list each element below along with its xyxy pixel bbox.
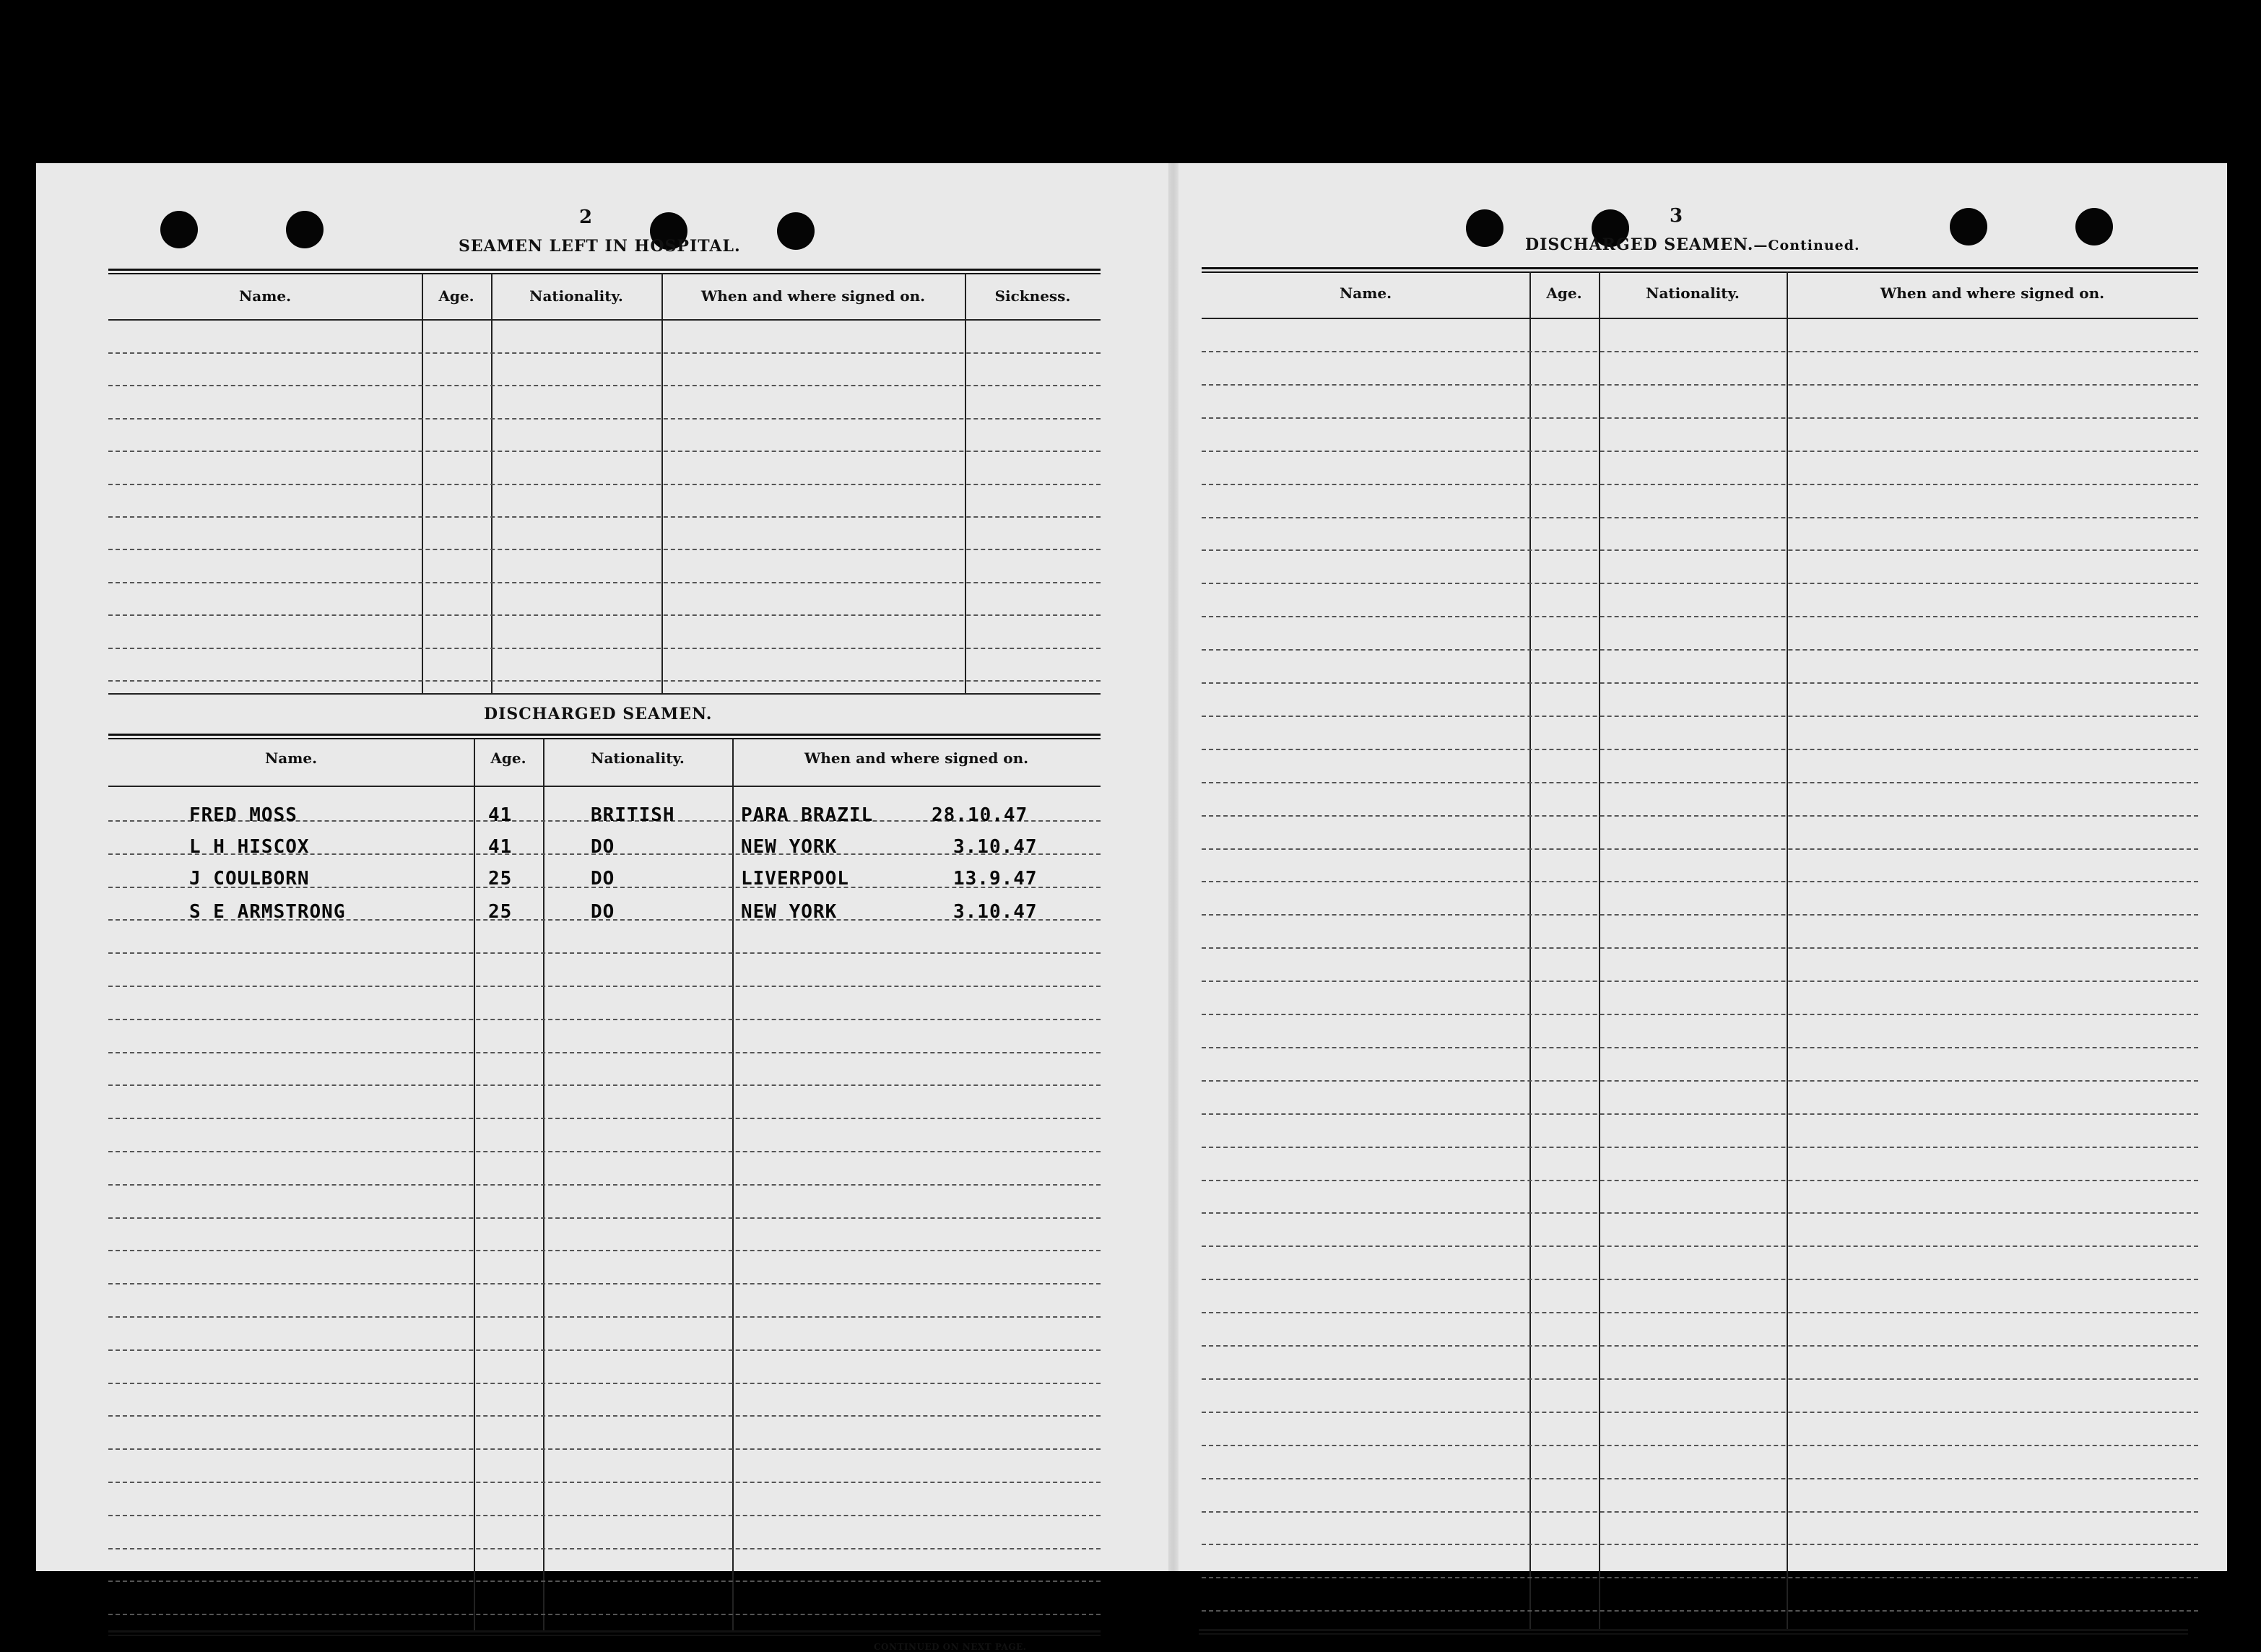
continued-footer: CONTINUED ON NEXT PAGE. (874, 1642, 1027, 1652)
discharged-bottom-rule (108, 1630, 1101, 1636)
right-header-name: Name. (1339, 284, 1392, 302)
right-ruled-line (1202, 517, 2198, 518)
page-number-right: 3 (1670, 205, 1683, 227)
hospital-ruled-line (108, 451, 1101, 452)
right-ruled-line (1202, 749, 2198, 750)
right-col-divider (1529, 271, 1531, 1629)
seaman-nationality: DO (591, 868, 615, 890)
right-ruled-line (1202, 1312, 2198, 1313)
discharged-ruled-line (108, 1283, 1101, 1284)
seaman-signed-place: LIVERPOOL (741, 868, 849, 890)
hospital-header-signed-on: When and where signed on. (700, 287, 926, 305)
hospital-ruled-line (108, 352, 1101, 354)
discharged-ruled-line (108, 1019, 1101, 1020)
discharged-continued-title (1525, 235, 1860, 254)
right-ruled-line (1202, 1378, 2198, 1380)
right-ruled-line (1202, 947, 2198, 949)
right-ruled-line (1202, 384, 2198, 386)
right-ruled-line (1202, 1577, 2198, 1578)
hospital-ruled-line (108, 418, 1101, 419)
hospital-ruled-line (108, 680, 1101, 682)
discharged-ruled-line (108, 1316, 1101, 1318)
right-header-signed-on: When and where signed on. (1880, 284, 2105, 302)
hospital-header-age: Age. (438, 287, 474, 305)
right-ruled-line (1202, 1212, 2198, 1214)
right-ruled-line (1202, 848, 2198, 850)
page-number-left: 2 (579, 206, 593, 228)
discharged-ruled-line (108, 1515, 1101, 1516)
right-ruled-line (1202, 1014, 2198, 1015)
seaman-signed-date: 3.10.47 (953, 836, 1038, 858)
right-ruled-line (1202, 616, 2198, 617)
discharged-ruled-line (108, 1084, 1101, 1086)
seaman-name: J COULBORN (189, 868, 310, 890)
punch-hole (2075, 208, 2113, 245)
right-ruled-line (1202, 1279, 2198, 1280)
discharged-continued-title-suffix: —Continued. (1753, 238, 1860, 253)
document-sheet (36, 163, 2227, 1652)
page-fold (1168, 163, 1179, 1571)
right-ruled-line (1202, 1544, 2198, 1545)
right-header-nationality: Nationality. (1646, 284, 1740, 302)
hospital-header-nationality: Nationality. (529, 287, 623, 305)
hospital-header-name: Name. (238, 287, 292, 305)
right-ruled-line (1202, 1610, 2198, 1612)
discharged-ruled-line (108, 1052, 1101, 1053)
discharged-header-signed-on: When and where signed on. (804, 749, 1029, 767)
right-ruled-line (1202, 815, 2198, 817)
right-ruled-line (1202, 1245, 2198, 1247)
right-ruled-line (1202, 1511, 2198, 1513)
right-ruled-line (1202, 981, 2198, 982)
seaman-age: 25 (488, 868, 513, 890)
right-bottom-rule (1199, 1629, 2188, 1635)
right-header-age: Age. (1546, 284, 1582, 302)
right-ruled-line (1202, 1147, 2198, 1148)
seaman-name: FRED MOSS (189, 804, 298, 826)
discharged-ruled-line (108, 1118, 1101, 1119)
discharged-ruled-line (108, 1415, 1101, 1417)
discharged-ruled-line (108, 1349, 1101, 1351)
discharged-title-rule (108, 734, 1101, 739)
seaman-nationality: DO (591, 901, 615, 923)
discharged-ruled-line (108, 1383, 1101, 1384)
right-ruled-line (1202, 1412, 2198, 1413)
hospital-bottom-rule (108, 693, 1101, 695)
seaman-signed-date: 13.9.47 (953, 868, 1038, 890)
seaman-signed-place: NEW YORK (741, 901, 838, 923)
hospital-ruled-line (108, 385, 1101, 386)
hospital-ruled-line (108, 582, 1101, 583)
discharged-ruled-line (108, 952, 1101, 954)
discharged-header-age: Age. (490, 749, 526, 767)
right-ruled-line (1202, 484, 2198, 485)
hospital-section-title: SEAMEN LEFT IN HOSPITAL. (459, 237, 741, 256)
seaman-signed-place: PARA BRAZIL (741, 804, 874, 826)
hospital-ruled-line (108, 614, 1101, 616)
right-ruled-line (1202, 1080, 2198, 1082)
discharged-ruled-line (108, 1448, 1101, 1450)
seaman-name: S E ARMSTRONG (189, 901, 346, 923)
discharged-ruled-line (108, 1482, 1101, 1483)
seaman-age: 25 (488, 901, 513, 923)
hospital-ruled-line (108, 549, 1101, 550)
hospital-header-sickness: Sickness. (994, 287, 1071, 305)
punch-hole (1466, 209, 1503, 247)
discharged-ruled-line (108, 1250, 1101, 1251)
right-ruled-line (1202, 1445, 2198, 1446)
seaman-signed-place: NEW YORK (741, 836, 838, 858)
discharged-header-underline (108, 786, 1101, 787)
right-ruled-line (1202, 1478, 2198, 1479)
right-ruled-line (1202, 682, 2198, 684)
right-col-divider (1787, 271, 1788, 1629)
discharged-ruled-line (108, 1217, 1101, 1219)
discharged-continued-title-main: DISCHARGED SEAMEN. (1525, 235, 1754, 254)
discharged-ruled-line (108, 1614, 1101, 1615)
right-ruled-line (1202, 1345, 2198, 1347)
right-col-divider (1599, 271, 1600, 1629)
seaman-name: L H HISCOX (189, 836, 310, 858)
hospital-header-underline (108, 319, 1101, 321)
punch-hole (160, 211, 198, 248)
hospital-ruled-line (108, 484, 1101, 485)
seaman-signed-date: 28.10.47 (932, 804, 1028, 826)
discharged-header-name: Name. (264, 749, 318, 767)
seaman-age: 41 (488, 836, 513, 858)
right-ruled-line (1202, 549, 2198, 551)
right-title-rule (1202, 267, 2198, 273)
right-ruled-line (1202, 417, 2198, 419)
right-ruled-line (1202, 649, 2198, 651)
discharged-ruled-line (108, 1151, 1101, 1152)
right-ruled-line (1202, 1180, 2198, 1181)
punch-hole (777, 212, 815, 250)
right-ruled-line (1202, 881, 2198, 882)
right-ruled-line (1202, 451, 2198, 452)
discharged-ruled-line (108, 1184, 1101, 1186)
right-header-underline (1202, 318, 2198, 319)
discharged-ruled-line (108, 986, 1101, 987)
right-ruled-line (1202, 1113, 2198, 1115)
right-ruled-line (1202, 583, 2198, 584)
right-ruled-line (1202, 1047, 2198, 1048)
right-ruled-line (1202, 351, 2198, 352)
right-ruled-line (1202, 716, 2198, 717)
seaman-nationality: DO (591, 836, 615, 858)
discharged-section-title: DISCHARGED SEAMEN. (484, 705, 713, 723)
seaman-age: 41 (488, 804, 513, 826)
punch-hole (1950, 208, 1987, 245)
seaman-signed-date: 3.10.47 (953, 901, 1038, 923)
discharged-header-nationality: Nationality. (591, 749, 685, 767)
hospital-ruled-line (108, 516, 1101, 518)
right-ruled-line (1202, 782, 2198, 783)
punch-hole (286, 211, 324, 248)
right-ruled-line (1202, 914, 2198, 916)
discharged-ruled-line (108, 1548, 1101, 1549)
hospital-title-rule (108, 269, 1101, 274)
seaman-nationality: BRITISH (591, 804, 675, 826)
discharged-ruled-line (108, 1581, 1101, 1582)
hospital-ruled-line (108, 648, 1101, 649)
